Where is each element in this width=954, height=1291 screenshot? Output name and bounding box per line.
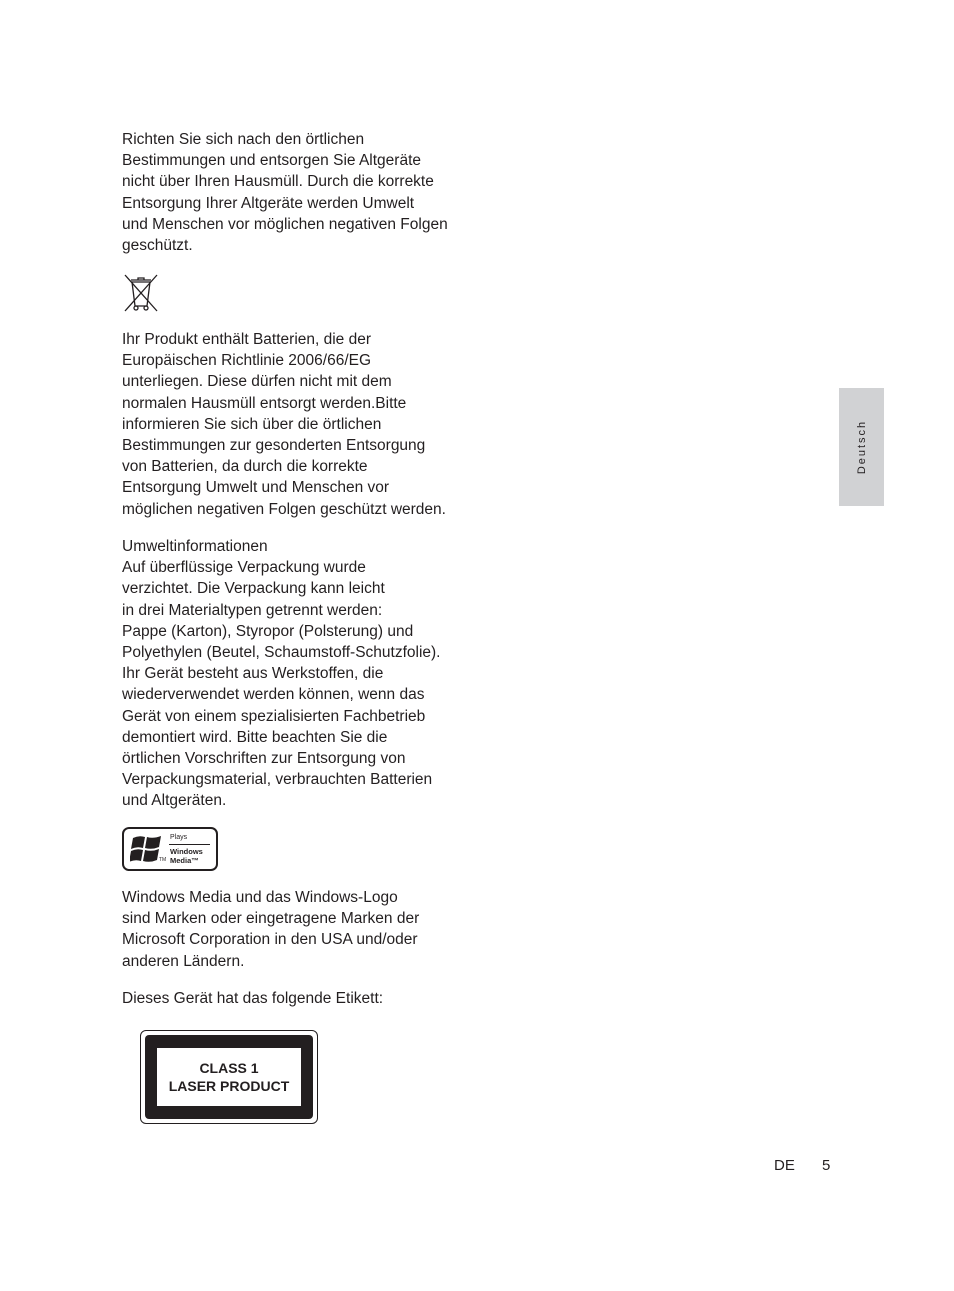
trademark-text: Windows Media und das Windows-Logo sind Marken oder eingetragene Marken der Microsoft Corporation in den USA und/oder anderen Ländern. (122, 889, 420, 970)
batteries-paragraph (122, 329, 462, 520)
page-number: 5 (822, 1157, 831, 1174)
environment-text: Auf überflüssige Verpackung wurde verzichtet. Die Verpackung kann leicht in drei Materialtypen getrennt werden: Pappe (Karton), Styropor (Polsterung) und Polyethylen (Beutel, Schaumstoff-Schutzfolie). Ihr Gerät besteht aus Werkstoffen, die wiederverwendet werden können, wenn das Gerät von einem spezialisierten Fachbetrieb demontiert wird. Bitte beachten Sie die örtlichen Vorschriften zur Entsorgung von Verpackungsmaterial, verbrauchten Batterien und Altgeräten. (122, 559, 441, 810)
logo-windows-text: Windows (170, 847, 203, 856)
plays-windows-media-logo (122, 827, 218, 871)
environment-heading: Umweltinformationen (122, 538, 268, 555)
side-tab-label: Deutsch (855, 419, 868, 475)
environment-section (122, 536, 462, 812)
logo-plays-text: Plays (170, 834, 188, 841)
crossed-out-wheelie-bin-icon (122, 273, 160, 313)
footer-language-code: DE (774, 1157, 795, 1174)
logo-trademark: TM (159, 857, 167, 863)
laser-class-text: CLASS 1 (199, 1060, 259, 1076)
trademark-paragraph (122, 887, 462, 972)
logo-divider (169, 844, 210, 845)
batteries-text: Ihr Produkt enthält Batterien, die der Europäischen Richtlinie 2006/66/EG unterliegen. Diese dürfen nicht mit dem normalen Hausmüll entsorgt werden.Bitte informieren Sie sich über die örtlichen Bestimmungen zur gesonderten Entsorgung von Batterien, da durch die korrekte Entsorgung Umwelt und Menschen vor möglichen negativen Folgen geschützt werden. (122, 331, 446, 518)
language-side-tab (839, 388, 884, 506)
class1-laser-label (140, 1030, 318, 1124)
label-intro-text: Dieses Gerät hat das folgende Etikett: (122, 990, 384, 1007)
disposal-text: Richten Sie sich nach den örtlichen Bestimmungen und entsorgen Sie Altgeräte nicht über Ihren Hausmüll. Durch die korrekte Entsorgung Ihrer Altgeräte werden Umwelt und Menschen vor möglichen negativen Folgen geschützt. (122, 131, 448, 255)
logo-media-text: Media™ (170, 856, 199, 865)
laser-product-text: LASER PRODUCT (168, 1078, 290, 1094)
label-intro-paragraph (122, 988, 462, 1009)
disposal-paragraph (122, 129, 462, 256)
